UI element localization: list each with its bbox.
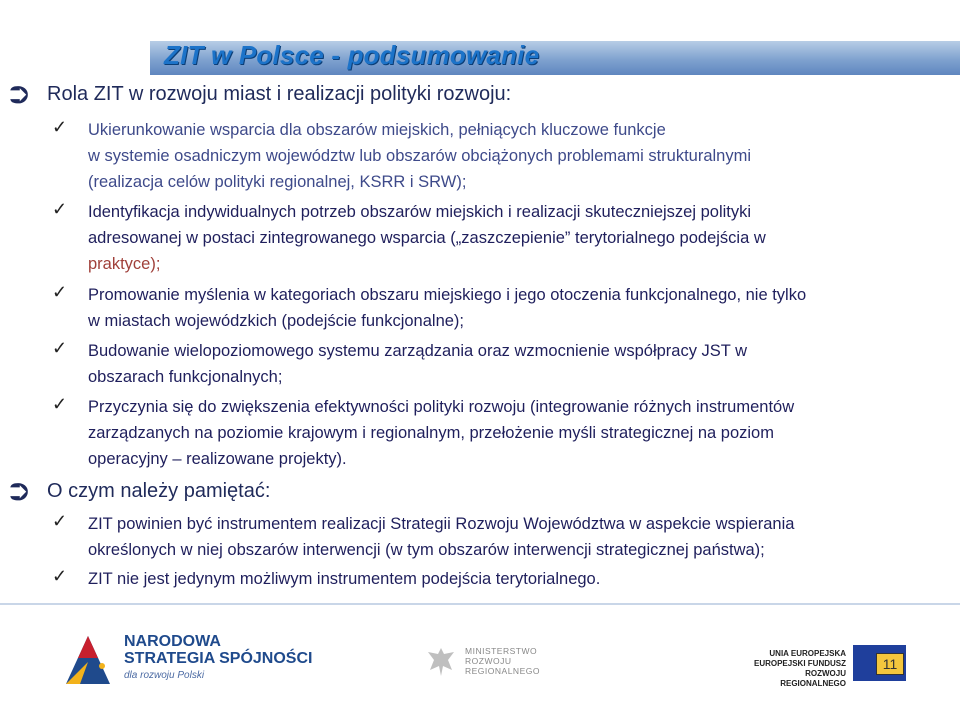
item-line: Promowanie myślenia w kategoriach obszaru miejskiego i jego otoczenia funkcjonalnego, nie tylko xyxy=(88,286,807,304)
checkmark-icon: ✓ xyxy=(52,338,68,358)
eu-line: ROZWOJU REGIONALNEGO xyxy=(780,669,846,688)
item-line: adresowanej w postaci zintegrowanego wsparcia („zaszczepienie” terytorialnego podejścia w xyxy=(88,229,766,247)
item-line: Ukierunkowanie wsparcia dla obszarów miejskich, pełniących kluczowe funkcje xyxy=(88,121,666,139)
eu-line: UNIA EUROPEJSKA xyxy=(769,649,846,658)
checkmark-icon: ✓ xyxy=(52,566,68,586)
section2-heading xyxy=(10,479,271,507)
item-line: zarządzanych na poziomie krajowym i regionalnym, przełożenie myśli strategicznej na poziom xyxy=(88,424,774,442)
page-number: 11 xyxy=(876,653,904,675)
section1-heading-text: Rola ZIT w rozwoju miast i realizacji polityki rozwoju: xyxy=(47,83,512,105)
nss-line: STRATEGIA SPÓJNOŚCI xyxy=(124,650,313,667)
nss-line: dla rozwoju Polski xyxy=(124,670,205,681)
nss-line: NARODOWA xyxy=(124,633,221,650)
item-line: Przyczynia się do zwiększenia efektywności polityki rozwoju (integrowanie różnych instrumentów xyxy=(88,398,795,416)
item-line: obszarach funkcjonalnych; xyxy=(88,368,283,386)
ministry-logo-text xyxy=(465,646,540,676)
nss-logo-text xyxy=(124,633,312,684)
slide-title: ZIT w Polsce - podsumowanie xyxy=(164,40,540,70)
checkmark-icon: ✓ xyxy=(52,282,68,302)
item-line: w systemie osadniczym województw lub obszarów obciążonych problemami strukturalnymi xyxy=(88,147,752,165)
item-line: (realizacja celów polityki regionalnej, KSRR i SRW); xyxy=(88,173,467,191)
item-line: w miastach wojewódzkich (podejście funkcjonalne); xyxy=(88,312,465,330)
eu-logo-text xyxy=(746,649,846,689)
section2-heading-text: O czym należy pamiętać: xyxy=(47,480,271,502)
section1-heading xyxy=(10,82,512,110)
curved-arrow-icon: ⮊ xyxy=(10,479,29,506)
curved-arrow-icon: ⮊ xyxy=(10,82,29,109)
ministry-line: MINISTERSTWO xyxy=(465,646,538,656)
item-line: ZIT powinien być instrumentem realizacji Strategii Rozwoju Województwa w aspekcie wspierania xyxy=(88,515,795,533)
item-line: określonych w niej obszarów interwencji (w tym obszarów interwencji strategicznej państwa); xyxy=(88,541,765,559)
eagle-icon xyxy=(424,644,458,680)
item-line: Identyfikacja indywidualnych potrzeb obszarów miejskich i realizacji skuteczniejszej polityki xyxy=(88,203,752,221)
item-line: operacyjny – realizowane projekty). xyxy=(88,450,347,468)
item-line: praktyce); xyxy=(88,255,161,273)
ministry-line: REGIONALNEGO xyxy=(465,666,540,676)
ministry-line: ROZWOJU xyxy=(465,656,512,666)
checkmark-icon: ✓ xyxy=(52,511,68,531)
eu-line: EUROPEJSKI FUNDUSZ xyxy=(753,659,846,668)
footer-divider xyxy=(0,603,960,605)
item-line: ZIT nie jest jedynym możliwym instrumentem podejścia terytorialnego. xyxy=(88,570,601,588)
checkmark-icon: ✓ xyxy=(52,117,68,137)
checkmark-icon: ✓ xyxy=(52,199,68,219)
item-line: Budowanie wielopoziomowego systemu zarządzania oraz wzmocnienie współpracy JST w xyxy=(88,342,748,360)
checkmark-icon: ✓ xyxy=(52,394,68,414)
nss-logo-icon xyxy=(58,632,118,690)
